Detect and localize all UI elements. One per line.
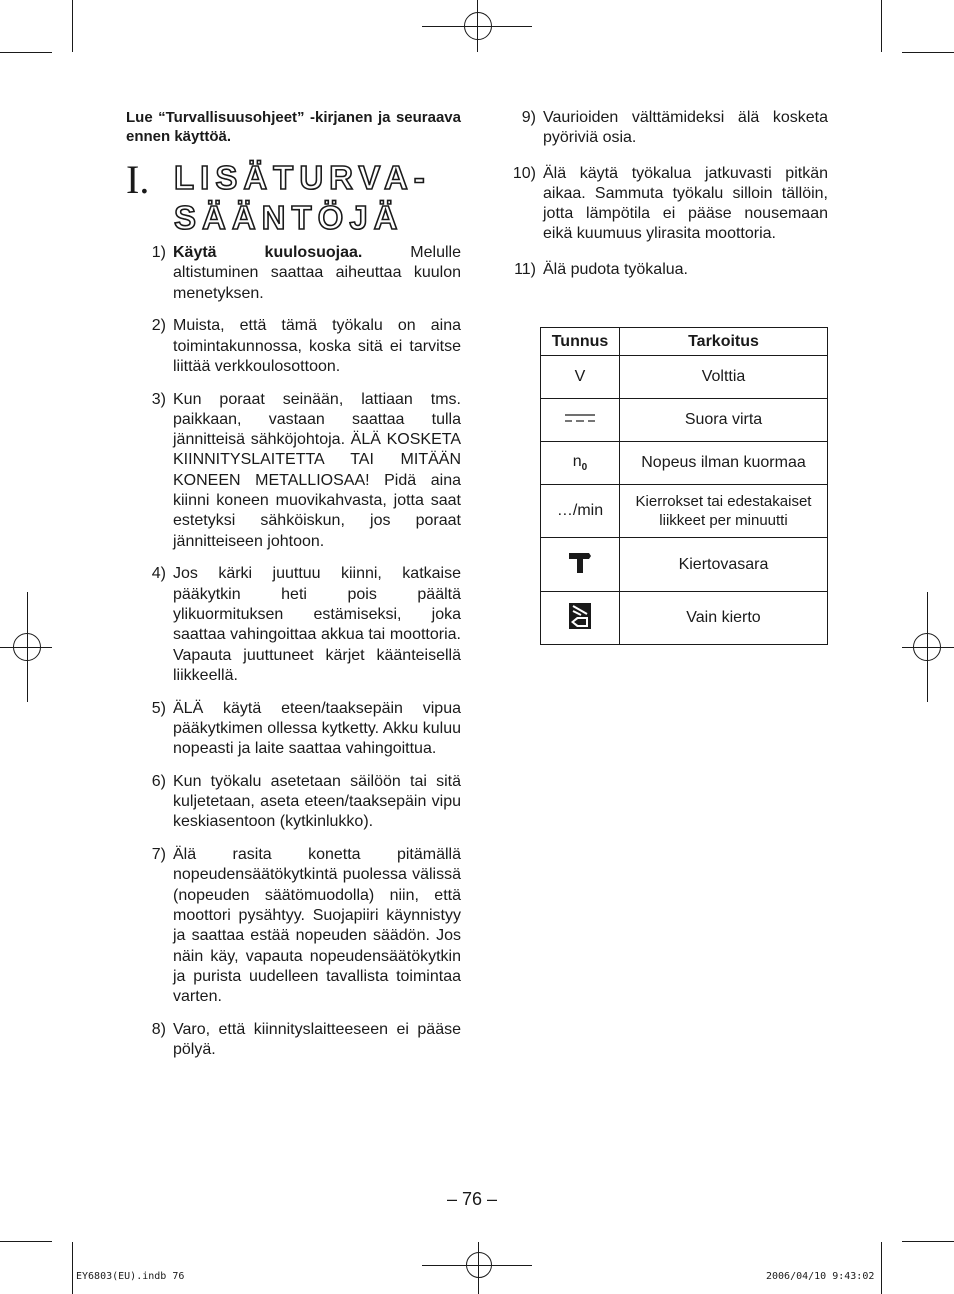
intro-text: Lue “Turvallisuusohjeet” -kirjanen ja seuraava ennen käyttöä.: [126, 109, 461, 145]
meaning-cell: Suora virta: [620, 399, 828, 442]
list-item: [130, 1020, 461, 1061]
table-row: [541, 538, 828, 592]
item-text: Älä pudota työkalua.: [543, 260, 688, 278]
list-item: [130, 699, 461, 760]
item-text: Vaurioiden välttämideksi älä kosketa pyöriviä osia.: [543, 109, 828, 147]
list-item: [500, 108, 828, 149]
item-text: Jos kärki juuttuu kiinni, katkaise pääkytkin heti pois päältä ylikuormituksen estämiseksi, joka saattaa vahingoittaa akkua tai moottoria. Vapauta juuttuneet kärjet käänteisellä liikkeellä.: [173, 565, 461, 684]
item-number: 11): [514, 260, 536, 278]
page-number: – 76 –: [447, 1189, 498, 1209]
item-number: 7): [151, 846, 166, 864]
item-number: 5): [151, 699, 166, 717]
crop-mark: [0, 52, 52, 53]
crop-mark: [902, 52, 954, 53]
symbol-cell: V: [541, 356, 620, 399]
symbol-subscript: 0: [581, 462, 588, 474]
item-text: Muista, että tämä työkalu on aina toimintakunnossa, koska sitä ei tarvitse liittää verkkoulosottoon.: [173, 317, 461, 375]
meaning-cell: Kiertovasara: [620, 538, 828, 592]
item-number: 10): [512, 164, 536, 182]
symbol-cell: …/min: [541, 485, 620, 538]
direct-current-icon: [562, 411, 598, 425]
item-text: Älä käytä työkalua jatkuvasti pitkän aikaa. Sammuta työkalu silloin tällöin, jotta lämpötila ei pääse nousemaan eikä kuumuus ylirasita moottoria.: [543, 164, 828, 243]
item-bold: Käytä kuulosuojaa.: [173, 244, 363, 261]
registration-mark: [478, 1242, 479, 1294]
item-text: Kun työkalu asetetaan säilöön tai sitä kuljetetaan, aseta eteen/taaksepäin vipu keskiasentoon (kytkinlukko).: [173, 772, 461, 831]
list-item: [130, 772, 461, 833]
meaning-cell: Kierrokset tai edestakaiset liikkeet per minuutti: [620, 485, 828, 538]
safety-list-left: [130, 243, 461, 1073]
column-header: Tarkoitus: [620, 328, 828, 356]
section-title-line1: LISÄTURVA-: [174, 159, 431, 196]
registration-mark: [902, 647, 954, 648]
list-item: [130, 316, 461, 377]
table-row: [541, 485, 828, 538]
print-file-name: EY6803(EU).indb 76: [76, 1271, 185, 1282]
item-number: 8): [151, 1020, 166, 1038]
registration-mark: [477, 0, 478, 52]
item-text: Melulle altistuminen saattaa aiheuttaa kuulon menetyksen.: [173, 244, 461, 302]
table-header-row: [541, 328, 828, 356]
crop-mark: [881, 0, 882, 52]
list-item: [500, 164, 828, 245]
table-row: [541, 442, 828, 485]
item-number: 6): [151, 772, 166, 790]
item-text: Kun poraat seinään, lattiaan tms. paikkaan, vastaan saattaa tulla jännitteisä sähköjohtoja. ÄLÄ KOSKETA KIINNITYSLAITETTA TAI MITÄÄN KONEEN METALLIOSAA! Pidä aina kiinni koneen muovikahvasta, jotta saat estetyksi sähköiskun, jos poraat jännitteiseen johtoon.: [173, 390, 461, 550]
table-row: [541, 399, 828, 442]
symbol-cell: [541, 442, 620, 485]
registration-mark: [422, 1265, 532, 1266]
rotation-only-icon: [567, 601, 593, 631]
item-text: ÄLÄ käytä eteen/taaksepäin vipua pääkytkimen ollessa kytketty. Akku kuluu nopeasti ja laite saattaa vahingoittua.: [173, 699, 461, 758]
item-number: 9): [521, 109, 536, 126]
item-text: Varo, että kiinnityslaitteeseen ei pääse pölyä.: [173, 1020, 461, 1059]
section-title-line2: SÄÄNTÖJÄ: [174, 199, 404, 236]
symbol-table: [540, 327, 828, 645]
symbol-n: n: [572, 452, 582, 470]
item-number: 3): [151, 390, 166, 408]
symbol-cell: [541, 399, 620, 442]
crop-mark: [72, 1242, 73, 1294]
meaning-cell: Volttia: [620, 356, 828, 399]
list-item: [130, 390, 461, 552]
hammer-icon: [567, 550, 593, 574]
section-title: [174, 158, 474, 238]
list-item: [130, 845, 461, 1007]
crop-mark: [0, 1241, 52, 1242]
crop-mark: [72, 0, 73, 52]
safety-list-right: [500, 108, 828, 295]
section-number: I.: [126, 157, 150, 202]
item-text: Älä rasita konetta pitämällä nopeudensäätökytkintä puolessa välissä (nopeuden säätömuodolla) niin, että moottori pysähtyy. Suojapiiri käynnistyy ja saattaa estää nopeuden säädön. Jos näin käy, vapauta nopeudensäätökytkin ja purista uudelleen tavallista toimintaa varten.: [173, 846, 461, 1006]
table-row: [541, 356, 828, 399]
registration-mark: [0, 647, 52, 648]
registration-mark: [27, 592, 28, 702]
print-timestamp: 2006/04/10 9:43:02: [766, 1271, 875, 1282]
item-number: 2): [151, 317, 166, 335]
item-number: 4): [151, 565, 166, 583]
meaning-cell: Nopeus ilman kuormaa: [620, 442, 828, 485]
list-item: [130, 243, 461, 304]
item-number: 1): [151, 244, 166, 261]
table-row: [541, 592, 828, 645]
crop-mark: [902, 1241, 954, 1242]
crop-mark: [881, 1242, 882, 1294]
list-item: [500, 260, 828, 280]
meaning-cell: Vain kierto: [620, 592, 828, 645]
symbol-cell: [541, 592, 620, 645]
symbol-cell: [541, 538, 620, 592]
column-header: Tunnus: [541, 328, 620, 356]
list-item: [130, 564, 461, 686]
registration-mark: [927, 592, 928, 702]
